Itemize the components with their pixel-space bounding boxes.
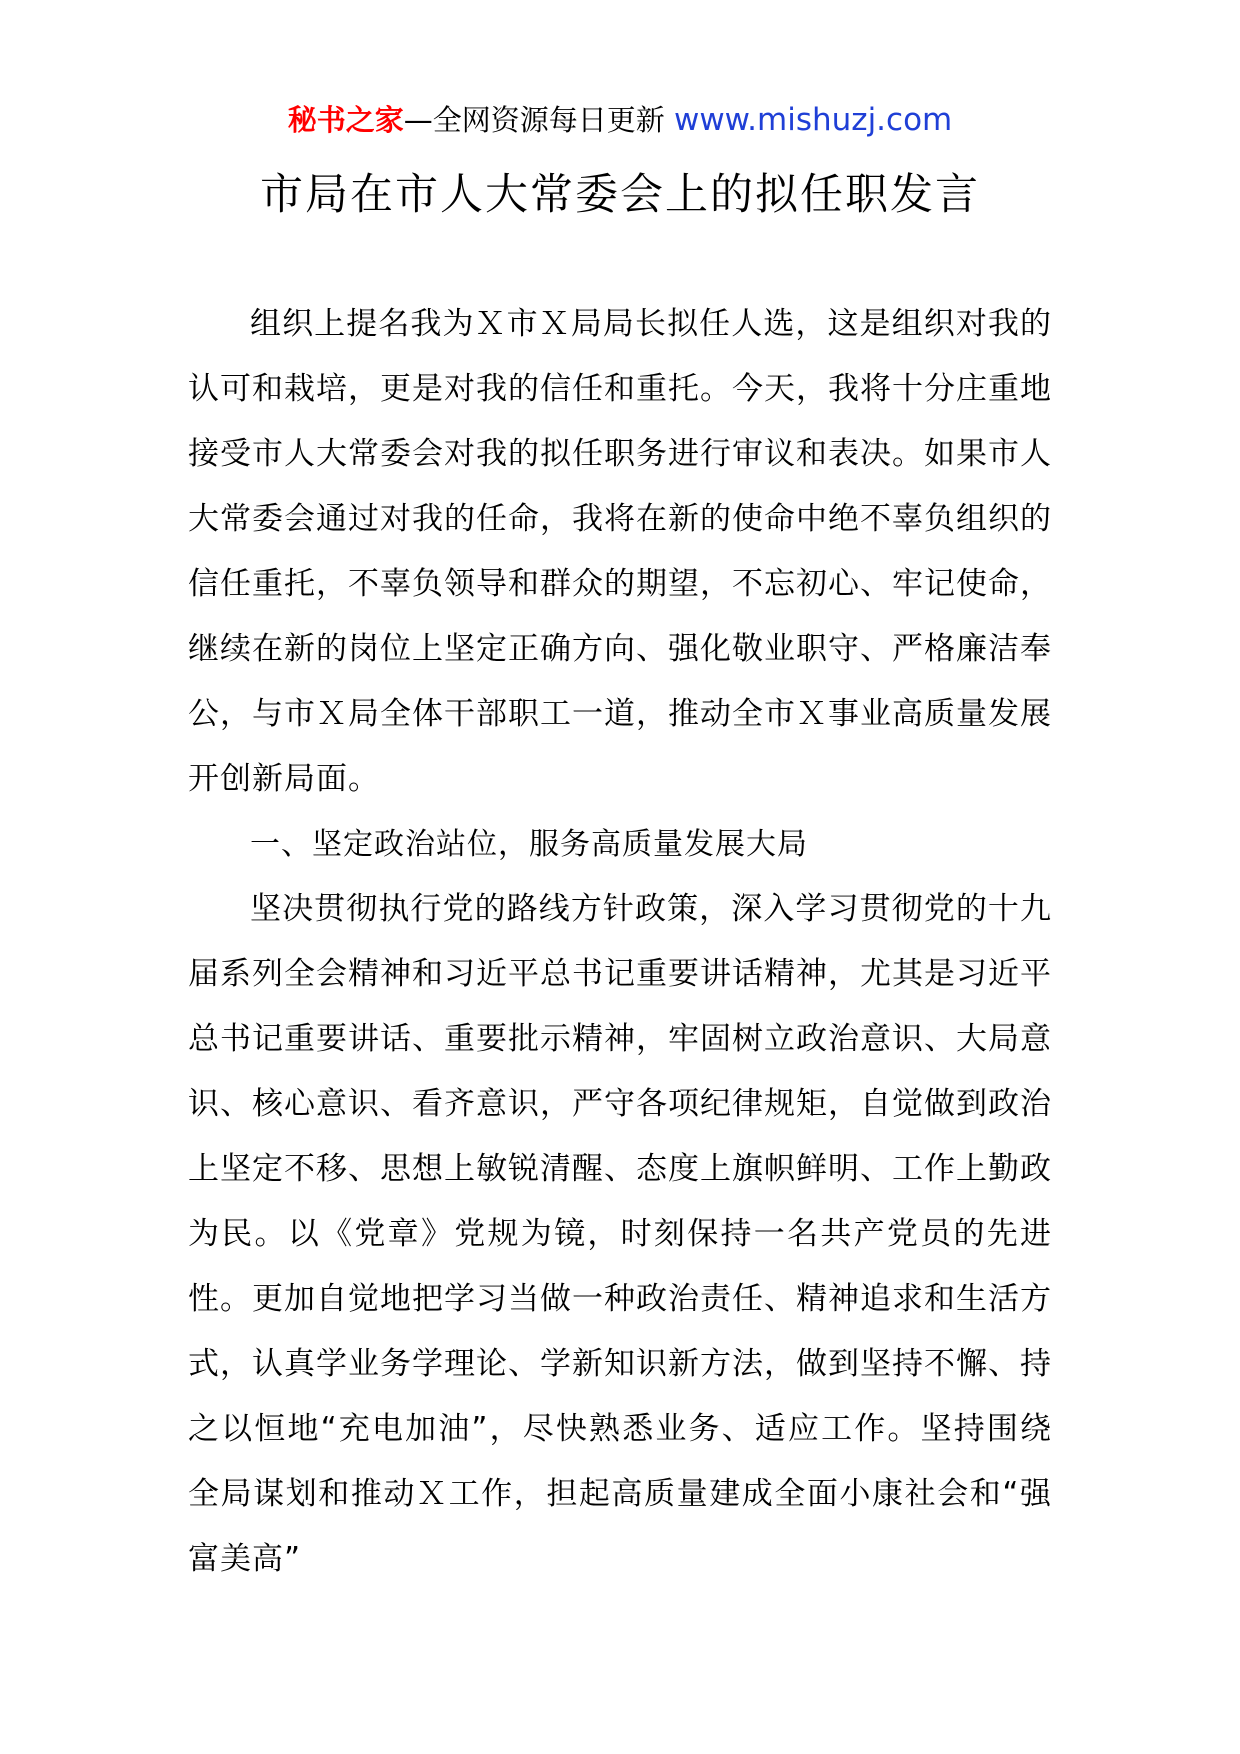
intro-paragraph: 组织上提名我为Ｘ市Ｘ局局长拟任人选，这是组织对我的认可和栽培，更是对我的信任和重托。今天，我将十分庄重地接受市人大常委会对我的拟任职务进行审议和表决。如果市人大常委会通过对我的任命，我将在新的使命中绝不辜负组织的信任重托，不辜负领导和群众的期望，不忘初心、牢记使命，继续在新的岗位上坚定正确方向、强化敬业职守、严格廉洁奉公，与市Ｘ局全体干部职工一道，推动全市Ｘ事业高质量发展开创新局面。: [188, 306, 1052, 797]
section-paragraph-1: 坚决贯彻执行党的路线方针政策，深入学习贯彻党的十九届系列全会精神和习近平总书记重要讲话精神，尤其是习近平总书记重要讲话、重要批示精神，牢固树立政治意识、大局意识、核心意识、看齐意识，严守各项纪律规矩，自觉做到政治上坚定不移、思想上敏锐清醒、态度上旗帜鲜明、工作上勤政为民。以《党章》党规为镜，时刻保持一名共产党员的先进性。更加自觉地把学习当做一种政治责任、精神追求和生活方式，认真学业务学理论、学新知识新方法，做到坚持不懈、持之以恒地“充电加油”，尽快熟悉业务、适应工作。坚持围绕全局谋划和推动Ｘ工作，担起高质量建成全面小康社会和“强富美高”: [188, 891, 1052, 1577]
brand-name: 秘书之家: [287, 103, 404, 137]
header-slogan: —全网资源每日更新: [403, 103, 674, 137]
site-link[interactable]: www.mishuzj.com: [673, 102, 953, 138]
watermark-header: [0, 100, 1240, 140]
document-title: 市局在市人大常委会上的拟任职发言: [260, 170, 980, 220]
section-heading-1: 一、坚定政治站位，服务高质量发展大局: [250, 827, 808, 862]
document-body: [188, 292, 1052, 1592]
